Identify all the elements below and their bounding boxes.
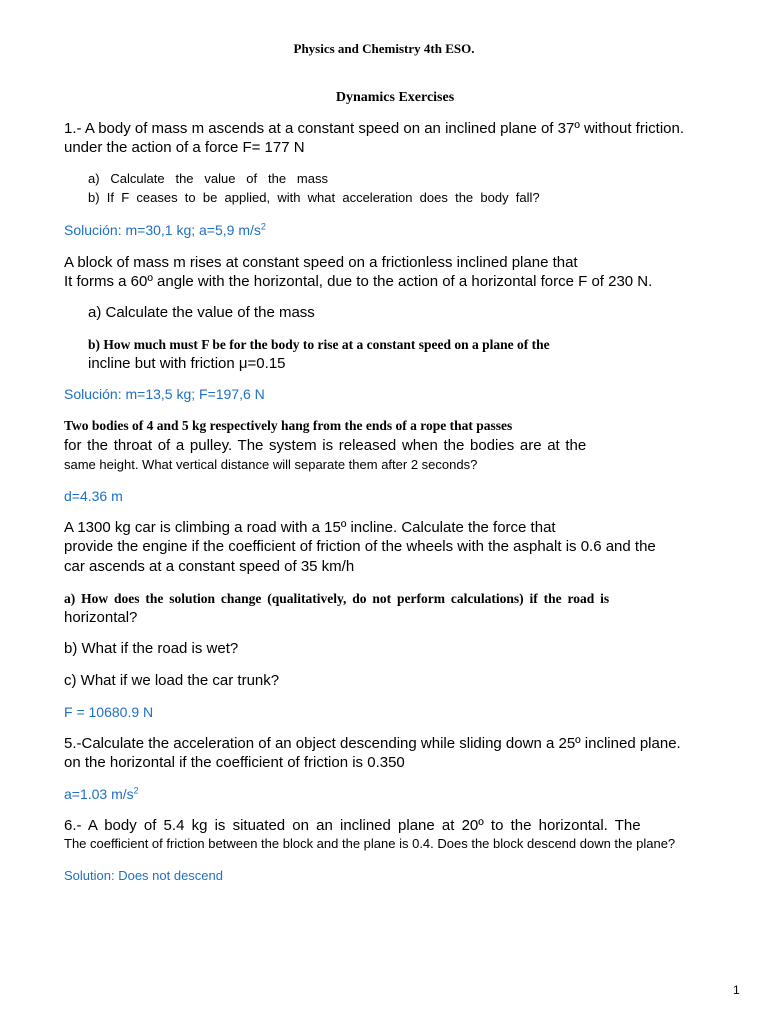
exercise-1-line-1: 1.- A body of mass m ascends at a constant speed on an inclined plane of 37º without friction. [64, 120, 685, 137]
exercise-3-line-1: Two bodies of 4 and 5 kg respectively hang from the ends of a rope that passes [64, 418, 513, 433]
exercise-2-line-2: It forms a 60º angle with the horizontal, due to the action of a horizontal force F of 230 N. [64, 273, 653, 290]
solution-text: Solución: m=30,1 kg; a=5,9 m/s [64, 222, 261, 238]
exercise-3-line-2: for the throat of a pulley. The system is released when the bodies are at the [64, 437, 587, 454]
exercise-2-part-b: b) How much must F be for the body to rise at a constant speed on a plane of the [88, 337, 550, 352]
exponent: 2 [260, 221, 266, 232]
exercise-3-solution: d=4.36 m [64, 488, 123, 504]
exercise-1-part-b: b) If F ceases to be applied, with what acceleration does the body fall? [88, 190, 540, 205]
exercise-4-part-c: c) What if we load the car trunk? [64, 672, 280, 689]
exercise-3-line-3: same height. What vertical distance will separate them after 2 seconds? [64, 457, 478, 472]
exercise-4-line-1: A 1300 kg car is climbing a road with a 15º incline. Calculate the force that [64, 519, 556, 536]
part-a-word: the [267, 171, 287, 186]
exercise-2-part-a: a) Calculate the value of the mass [88, 304, 315, 321]
solution-text: a=1.03 m/s [64, 786, 134, 802]
part-a-word: mass [296, 171, 328, 186]
exercise-1-line-2: under the action of a force F= 177 N [64, 139, 305, 156]
exercise-5-solution [64, 786, 139, 802]
exercise-4-part-a-continued: horizontal? [64, 609, 138, 626]
exercise-2-solution: Solución: m=13,5 kg; F=197,6 N [64, 386, 265, 402]
exercise-4-line-3: car ascends at a constant speed of 35 km/h [64, 558, 355, 575]
exercise-6-line-2: The coefficient of friction between the block and the plane is 0.4. Does the block descend down the plane? [64, 836, 676, 851]
exercise-6-line-1: 6.- A body of 5.4 kg is situated on an inclined plane at 20º to the horizontal. The [64, 817, 641, 834]
exercise-4-line-2: provide the engine if the coefficient of friction of the wheels with the asphalt is 0.6 and the [64, 538, 656, 555]
exercise-1-solution [64, 222, 266, 238]
exercise-2-line-1: A block of mass m rises at constant speed on a frictionless inclined plane that [64, 254, 578, 271]
part-a-word: of [246, 171, 258, 186]
exercise-4-solution: F = 10680.9 N [64, 704, 154, 720]
exercise-4-part-b: b) What if the road is wet? [64, 640, 239, 657]
exponent: 2 [133, 785, 139, 796]
exercise-2-part-b-continued: incline but with friction μ=0.15 [88, 355, 286, 372]
part-a-word: a) [88, 171, 100, 186]
exercise-5-line-1: 5.-Calculate the acceleration of an object descending while sliding down a 25º inclined plane. [64, 735, 681, 752]
part-a-word: value [204, 171, 236, 186]
exercise-1-part-a [88, 171, 328, 186]
page-number: 1 [733, 983, 740, 997]
part-a-word: Calculate [110, 171, 165, 186]
exercise-4-part-a: a) How does the solution change (qualitatively, do not perform calculations) if the road is [64, 591, 610, 606]
document-header: Physics and Chemistry 4th ESO. [293, 41, 475, 56]
exercise-5-line-2: on the horizontal if the coefficient of friction is 0.350 [64, 754, 405, 771]
part-a-word: the [175, 171, 194, 186]
page-title: Dynamics Exercises [335, 90, 455, 105]
exercise-6-solution: Solution: Does not descend [64, 868, 223, 883]
